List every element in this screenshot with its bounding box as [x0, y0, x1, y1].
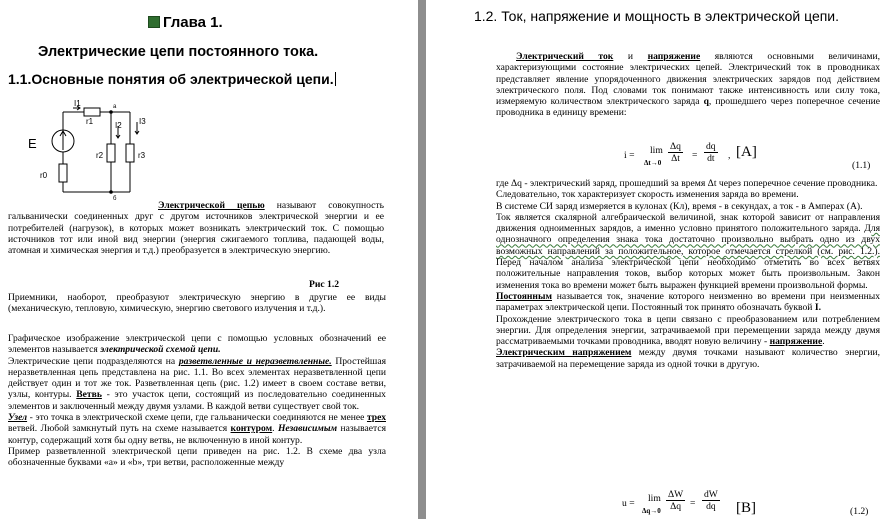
paragraph-current-intro: Электрический ток и напряжение являются основными величинами, характеризующими состояние электрических цепей. Электрический ток в проводниках представляет явление упорядоченного движения электрических зарядов под действием электрического поля. Под словами ток понимают также интенсивность или силу тока, измеряемую количеством электрического заряда q, прошедшего через поперечное сечение проводника в единицу времени: — [496, 51, 881, 119]
formula-voltage: u = lim Δq→0 $\frac{\Delta W}{\Delta q}$ = $\frac{dW}{dq}$ [B] (1.2) — [622, 489, 869, 517]
label-r2: r2 — [96, 151, 104, 160]
section-title: Электрические цепи постоянного тока. — [38, 44, 319, 60]
paragraph-definition: Электрической цепью называют совокупность гальванически соединенных друг с другом источников электрической энергии и ее потребителей (нагрузок), в которых может возникать электрический ток. С помощью источников тот или иной вид энергии (энергия сжигаемого топлива, падающей воды, атомная и химическая энергия и т.д.) преобразуется в электрическую энергию. — [8, 200, 384, 257]
right-section-title: 1.2. Ток, напряжение и мощность в электрической цепи. — [473, 8, 840, 24]
formula-current: i = lim Δt→0 $\frac{\Delta q}{\Delta t}$ = $\frac{dq}{dt}$ , [A] (1.1) — [624, 141, 871, 171]
label-node-b: б — [113, 196, 117, 200]
subsection-title: 1.1.Основные понятия об электрической цепи. — [8, 71, 334, 87]
document-map-icon — [148, 16, 160, 28]
paragraph-current-body: где Δq - электрический заряд, прошедший за время Δt через поперечное сечение проводника. Следовательно, ток характеризует скорость изменения заряда во времени. В системе СИ заряд измеряется в кулонах (Кл), время - в секундах, а ток - в Амперах (А). Ток является скалярной алгебраической величиной, знак которой зависит от направления движения одноименных зарядов, а именно условно принятого положительного заряда. Для однозначного определения знака тока достаточно произвольно выбрать одно из двух возможных направлений за положительное, которое отмечается стрелкой (см. рис. 1.2.). Перед началом анализа электрической цепи необходимо отметить во всех ветвях положительные направления токов, выбор которых может быть произвольным. Закон изменения тока во времени может быть выражен функцией времени произвольной формы. Постоянным называется ток, значение которого неизменно во времени при неизменных параметрах электрической цепи. Постоянный ток принято обозначать буквой I. Прохождение электрического тока в цепи связано с преобразованием или потреблением энергии. Для определения энергии, затрачиваемой при перемещении заряда между двумя рассматриваемыми точками проводника, вводят новую величину - напряжение. Электрическим напряжением между двумя точками называют количество энергии, затрачиваемой на перемещение заряда из одной точки в другую. — [496, 178, 880, 370]
page-separator — [418, 0, 426, 519]
label-i1: I1 — [74, 100, 81, 108]
right-page — [426, 0, 887, 519]
label-r1: r1 — [86, 117, 94, 126]
paragraph-receivers: Приемники, наоборот, преобразуют электрическую энергию в другие ее виды (механическую, тепловую, химическую, энергию светового излучения и т.д.). — [8, 292, 386, 315]
label-r0: r0 — [40, 171, 48, 180]
label-node-a: a — [113, 104, 117, 110]
paragraph-schema: Графическое изображение электрической цепи с помощью условных обозначений ее элементов называется электрической схемой цепи. Электрические цепи подразделяются на разветвленные и неразветвленные. Простейшая неразветвленная цепь представлена на рис. 1.1. Во всех элементах неразветвленной цепи действует один и тот же ток. Разветвленная цепь (рис. 1.2) имеет в своем составе ветви, узлы, контуры. Ветвь - это участок цепи, состоящий из последовательно соединенных элементов и заключенный между двумя узлами. В каждой ветви существует свой ток. Узел - это точка в электрической схеме цепи, где гальванически соединяются не менее трех ветвей. Любой замкнутый путь на схеме называется контуром. Независимым называется контур, содержащий хотя бы одну ветвь, не включенную в иной контур. Пример разветвленной электрической цепи приведен на рис. 1.2. В схеме два узла обозначенные буквами «а» и «b», три ветви, расположенные между — [8, 333, 387, 469]
figure-caption: Рис 1.2 — [309, 279, 340, 290]
label-e: E — [28, 136, 37, 151]
chapter-title: Глава 1. — [148, 14, 223, 31]
text-cursor — [335, 72, 336, 86]
left-page — [0, 0, 418, 519]
label-i2: I2 — [115, 121, 122, 130]
circuit-figure — [18, 100, 158, 200]
label-i3: I3 — [139, 117, 146, 126]
label-r3: r3 — [138, 151, 146, 160]
